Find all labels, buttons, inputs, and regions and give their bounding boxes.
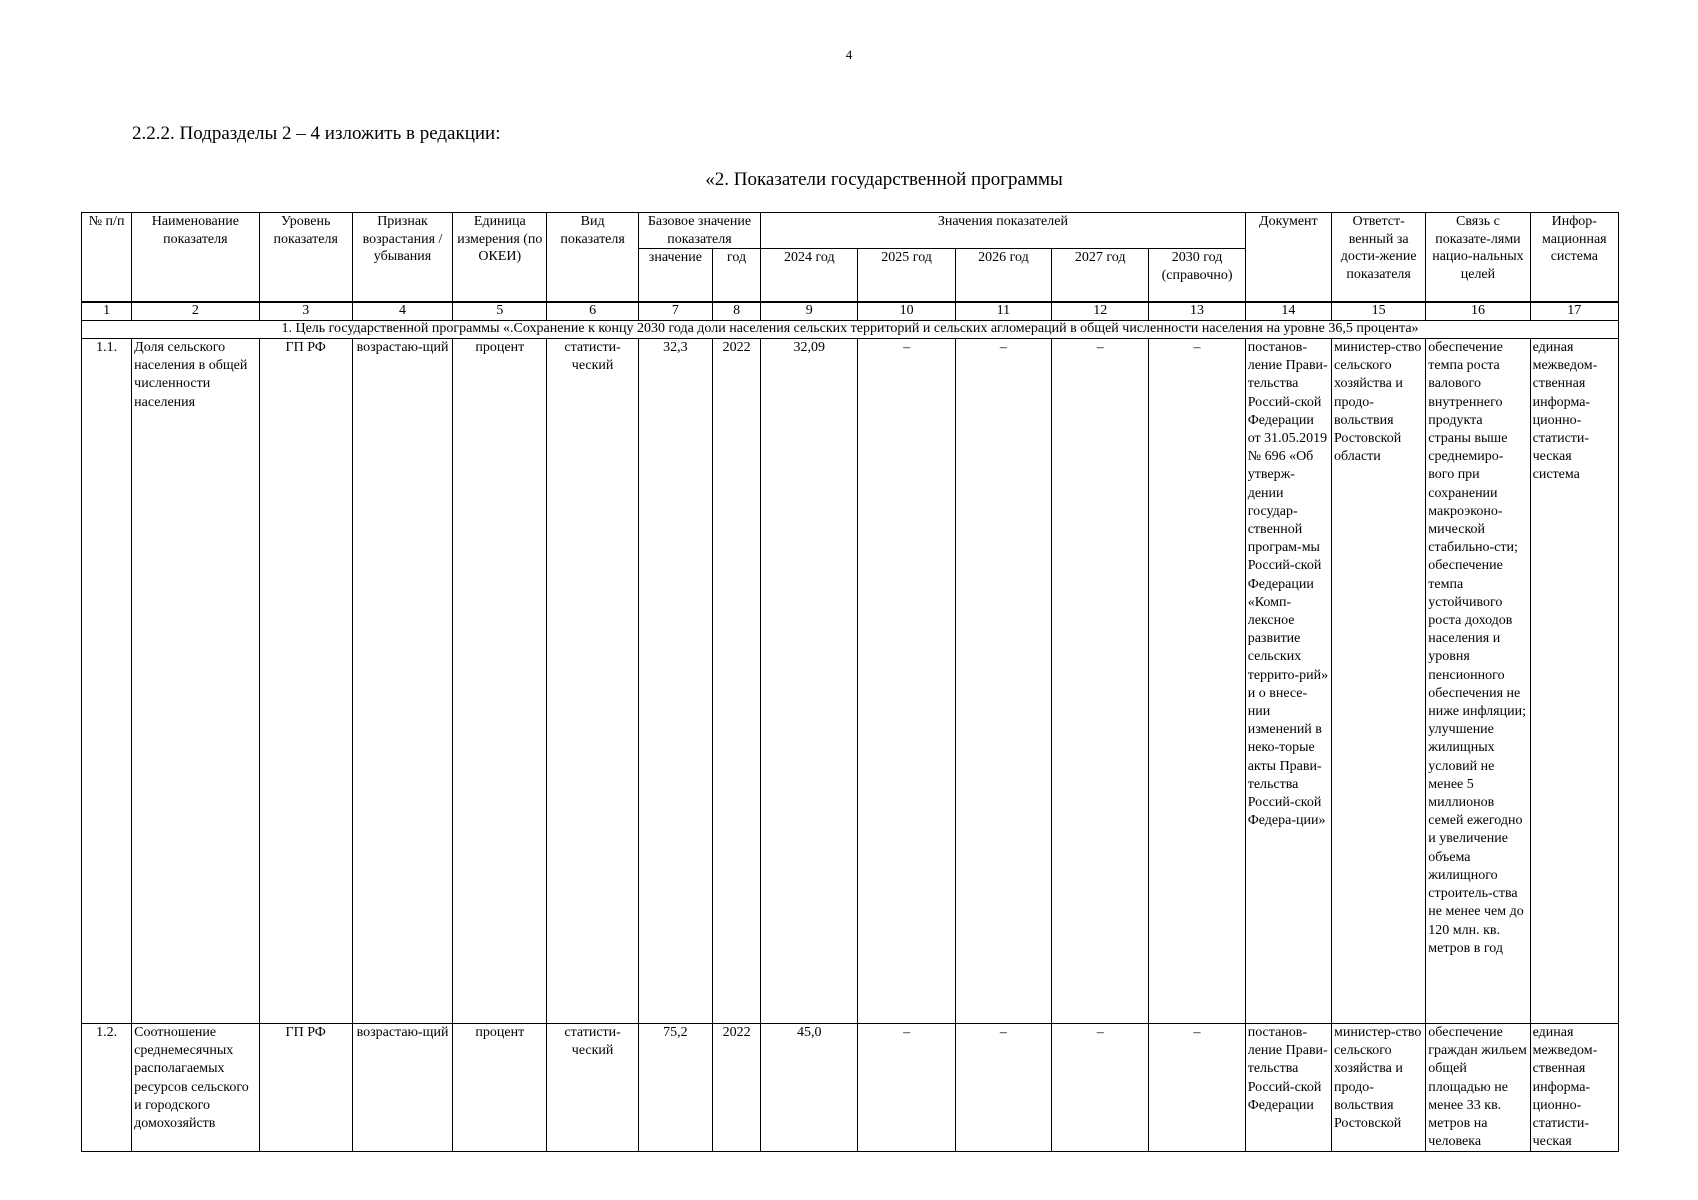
row-info-system: единая межведом-ственная информа-ционно-статисти-ческая система — [1530, 339, 1618, 1024]
header-2030: 2030 год (справочно) — [1149, 249, 1245, 303]
row-value-2026: – — [955, 1024, 1051, 1152]
row-info-system: единая межведом-ственная информа-ционно-статисти-ческая — [1530, 1024, 1618, 1152]
column-number: 5 — [453, 302, 547, 321]
section-title: «2. Показатели государственной программы — [705, 169, 1063, 190]
column-number: 13 — [1149, 302, 1245, 321]
column-number: 8 — [712, 302, 760, 321]
column-number: 1 — [82, 302, 132, 321]
header-base: Базовое значение показателя — [638, 213, 760, 249]
row-document: постанов-ление Прави-тельства Россий-ской Федерации — [1245, 1024, 1331, 1152]
row-value-2025: – — [858, 339, 955, 1024]
header-base-year: год — [712, 249, 760, 303]
column-number: 12 — [1052, 302, 1149, 321]
row-unit: процент — [453, 1024, 547, 1152]
row-link: обеспечение темпа роста валового внутреннего продукта страны выше среднемиро-вого при сохранении макроэконо-мической стабильно-сти; обеспечение темпа устойчивого роста доходов населения и уровня пенсионного обеспечения не ниже инфляции; улучшение жилищных условий не менее 5 миллионов семей ежегодно и увеличение объема жилищного строитель-ства не менее чем до 120 млн. кв. метров в год — [1426, 339, 1530, 1024]
header-document: Документ — [1245, 213, 1331, 303]
header-sign: Признак возрастания / убывания — [352, 213, 452, 303]
intro-paragraph: 2.2.2. Подразделы 2 – 4 изложить в редакции: — [132, 123, 501, 144]
row-value-2024: 32,09 — [761, 339, 858, 1024]
column-number: 2 — [132, 302, 259, 321]
row-base-year: 2022 — [712, 339, 760, 1024]
column-number: 4 — [352, 302, 452, 321]
header-type: Вид показателя — [547, 213, 638, 303]
column-number: 17 — [1530, 302, 1618, 321]
header-2024: 2024 год — [761, 249, 858, 303]
row-value-2025: – — [858, 1024, 955, 1152]
row-value-2030: – — [1149, 339, 1245, 1024]
row-num: 1.1. — [82, 339, 132, 1024]
row-base-year: 2022 — [712, 1024, 760, 1152]
header-name: Наименование показателя — [132, 213, 259, 303]
goal-row — [82, 321, 1619, 339]
row-name: Соотношение среднемесячных располагаемых ресурсов сельского и городского домохозяйств — [132, 1024, 259, 1152]
table-row — [82, 339, 1619, 1024]
column-number: 16 — [1426, 302, 1530, 321]
header-row-1 — [82, 213, 1619, 249]
row-num: 1.2. — [82, 1024, 132, 1152]
header-2027: 2027 год — [1052, 249, 1149, 303]
header-responsible: Ответст-венный за дости-жение показателя — [1331, 213, 1425, 303]
header-num: № п/п — [82, 213, 132, 303]
row-level: ГП РФ — [259, 1024, 352, 1152]
column-number: 7 — [638, 302, 712, 321]
header-level: Уровень показателя — [259, 213, 352, 303]
column-number: 15 — [1331, 302, 1425, 321]
page-number: 4 — [845, 47, 853, 62]
row-value-2030: – — [1149, 1024, 1245, 1152]
header-base-value: значение — [638, 249, 712, 303]
goal-text: 1. Цель государственной программы «.Сохранение к концу 2030 года доли населения сельских территорий и сельских агломераций в общей численности населения на уровне 36,5 процента» — [82, 321, 1619, 339]
column-number: 10 — [858, 302, 955, 321]
row-sign: возрастаю-щий — [352, 1024, 452, 1152]
row-type: статисти-ческий — [547, 1024, 638, 1152]
row-value-2026: – — [955, 339, 1051, 1024]
row-responsible: министер-ство сельского хозяйства и продо-вольствия Ростовской области — [1331, 339, 1425, 1024]
row-level: ГП РФ — [259, 339, 352, 1024]
column-number: 3 — [259, 302, 352, 321]
header-info-system: Инфор-мационная система — [1530, 213, 1618, 303]
row-responsible: министер-ство сельского хозяйства и продо-вольствия Ростовской — [1331, 1024, 1425, 1152]
column-number: 11 — [955, 302, 1051, 321]
header-link: Связь с показате-лями нацио-нальных целей — [1426, 213, 1530, 303]
row-value-2027: – — [1052, 339, 1149, 1024]
column-numbers-row — [82, 302, 1619, 321]
indicators-table — [81, 212, 1619, 1152]
header-2025: 2025 год — [858, 249, 955, 303]
row-value-2027: – — [1052, 1024, 1149, 1152]
row-document: постанов-ление Прави-тельства Россий-ской Федерации от 31.05.2019 № 696 «Об утверж-дении государ-ственной програм-мы Россий-ской Федерации «Комп-лексное развитие сельских террито-рий» и о внесе-нии изменений в неко-торые акты Прави-тельства Россий-ской Федера-ции» — [1245, 339, 1331, 1024]
row-value-2024: 45,0 — [761, 1024, 858, 1152]
header-2026: 2026 год — [955, 249, 1051, 303]
header-unit: Единица измерения (по ОКЕИ) — [453, 213, 547, 303]
row-link: обеспечение граждан жильем общей площадью не менее 33 кв. метров на человека — [1426, 1024, 1530, 1152]
row-sign: возрастаю-щий — [352, 339, 452, 1024]
row-unit: процент — [453, 339, 547, 1024]
row-name: Доля сельского населения в общей численности населения — [132, 339, 259, 1024]
column-number: 14 — [1245, 302, 1331, 321]
row-type: статисти-ческий — [547, 339, 638, 1024]
header-values: Значения показателей — [761, 213, 1246, 249]
column-number: 6 — [547, 302, 638, 321]
row-base-value: 75,2 — [638, 1024, 712, 1152]
row-base-value: 32,3 — [638, 339, 712, 1024]
column-number: 9 — [761, 302, 858, 321]
table-row — [82, 1024, 1619, 1152]
